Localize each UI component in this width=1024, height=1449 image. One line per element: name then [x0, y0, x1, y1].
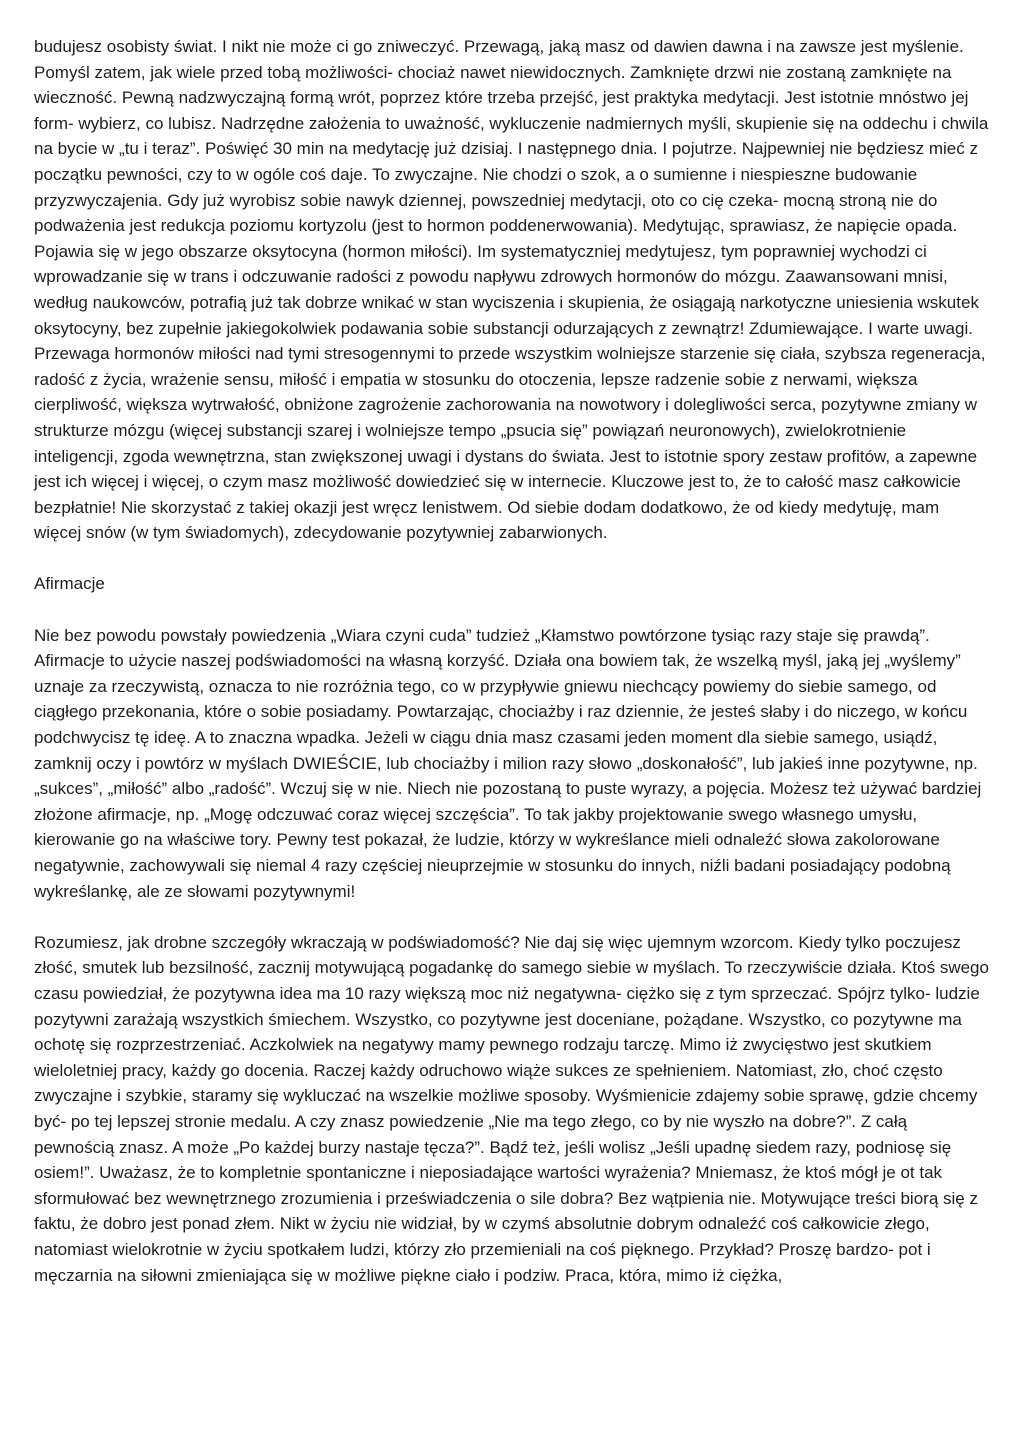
document-page: [34, 34, 990, 1288]
body-paragraph: Rozumiesz, jak drobne szczegóły wkraczają w podświadomość? Nie daj się więc ujemnym wzorcom. Kiedy tylko poczujesz złość, smutek lub bezsilność, zacznij motywującą pogadankę do samego siebie w myślach. To rzeczywiście działa. Ktoś swego czasu powiedział, że pozytywna idea ma 10 razy większą moc niż negatywna- ciężko się z tym sprzeczać. Spójrz tylko- ludzie pozytywni zarażają wszystkich śmiechem. Wszystko, co pozytywne jest doceniane, pożądane. Wszystko, co pozytywne ma ochotę się rozprzestrzeniać. Aczkolwiek na negatywy mamy pewnego rodzaju tarczę. Mimo iż zwycięstwo jest skutkiem wieloletniej pracy, każdy go docenia. Raczej każdy odruchowo wiąże sukces ze spełnieniem. Natomiast, zło, choć często zwyczajne i szybkie, staramy się wykluczać na wszelkie możliwe sposoby. Wyśmienicie zdajemy sobie sprawę, gdzie chcemy być- po tej lepszej stronie medalu. A czy znasz powiedzenie „Nie ma tego złego, co by nie wyszło na dobre?”. Z całą pewnością znasz. A może „Po każdej burzy nastaje tęcza?”. Bądź też, jeśli wolisz „Jeśli upadnę siedem razy, podniosę się osiem!”. Uważasz, że to kompletnie spontaniczne i nieposiadające wartości wyrażenia? Mniemasz, że ktoś mógł je ot tak sformułować bez wewnętrznego zrozumienia i przeświadczenia o sile dobra? Bez wątpienia nie. Motywujące treści biorą się z faktu, że dobro jest ponad złem. Nikt w życiu nie widział, by w czymś absolutnie dobrym odnaleźć coś całkowicie złego, natomiast wielokrotnie w życiu spotkałem ludzi, którzy zło przemieniali na coś pięknego. Przykład? Proszę bardzo- pot i męczarnia na siłowni zmieniająca się w możliwe piękne ciało i podziw. Praca, która, mimo iż ciężka,: [34, 932, 989, 1285]
paragraph-spacer: [34, 597, 990, 623]
paragraph-spacer: [34, 546, 990, 572]
body-paragraph: Nie bez powodu powstały powiedzenia „Wiara czyni cuda” tudzież „Kłamstwo powtórzone tysiąc razy staje się prawdą”. Afirmacje to użycie naszej podświadomości na własną korzyść. Działa ona bowiem tak, że wszelką myśl, jaką jej „wyślemy” uznaje za rzeczywistą, oznacza to nie rozróżnia tego, co w przypływie gniewu niechcący powiemy do siebie samego, od ciągłego przekonania, które o sobie posiadamy. Powtarzając, chociażby i raz dziennie, że jesteś słaby i do niczego, w końcu podchwycisz tę ideę. A to znaczna wpadka. Jeżeli w ciągu dnia masz czasami jeden moment dla siebie samego, usiądź, zamknij oczy i powtórz w myślach DWIEŚCIE, lub chociażby i milion razy słowo „doskonałość”, lub jakieś inne pozytywne, np. „sukces”, „miłość” albo „radość”. Wczuj się w nie. Niech nie pozostaną to puste wyrazy, a pojęcia. Możesz też używać bardziej złożone afirmacje, np. „Mogę odczuwać coraz więcej szczęścia”. To tak jakby projektowanie swego własnego umysłu, kierowanie go na właściwe tory. Pewny test pokazał, że ludzie, którzy w wykreślance mieli odnaleźć słowa zakolorowane negatywnie, zachowywali się niemal 4 razy częściej nieuprzejmie w stosunku do innych, niźli badani posiadający podobną wykreślankę, ale ze słowami pozytywnymi!: [34, 625, 982, 901]
body-paragraph: budujesz osobisty świat. I nikt nie może ci go zniweczyć. Przewagą, jaką masz od dawien dawna i na zawsze jest myślenie. Pomyśl zatem, jak wiele przed tobą możliwości- chociaż nawet niewidocznych. Zamknięte drzwi nie zostaną zamknięte na wieczność. Pewną nadzwyczajną formą wrót, poprzez które trzeba przejść, jest praktyka medytacji. Jest istotnie mnóstwo jej form- wybierz, co lubisz. Nadrzędne założenia to uważność, wykluczenie nadmiernych myśli, skupienie się na oddechu i chwila na bycie w „tu i teraz”. Poświęć 30 min na medytację już dzisiaj. I następnego dnia. I pojutrze. Najpewniej nie będziesz mieć z początku pewności, czy to w ogóle coś daje. To zwyczajne. Nie chodzi o szok, a o sumienne i niespieszne budowanie przyzwyczajenia. Gdy już wyrobisz sobie nawyk dziennej, powszedniej medytacji, oto co cię czeka- mocną stroną nie do podważenia jest redukcja poziomu kortyzolu (jest to hormon poddenerwowania). Medytując, sprawiasz, że napięcie opada. Pojawia się w jego obszarze oksytocyna (hormon miłości). Im systematyczniej medytujesz, tym poprawniej wychodzi ci wprowadzanie się w trans i odczuwanie radości z powodu napływu zdrowych hormonów do mózgu. Zaawansowani mnisi, według naukowców, potrafią już tak dobrze wnikać w stan wyciszenia i skupienia, że osiągają narkotyczne uniesienia wskutek oksytocyny, bez zupełnie jakiegokolwiek podawania sobie substancji odurzających z zewnątrz! Zdumiewające. I warte uwagi. Przewaga hormonów miłości nad tymi stresogennymi to przede wszystkim wolniejsze starzenie się ciała, szybsza regeneracja, radość z życia, wrażenie sensu, miłość i empatia w stosunku do otoczenia, lepsze radzenie sobie z nerwami, większa cierpliwość, większa wytrwałość, obniżone zagrożenie zachorowania na nowotwory i dolegliwości serca, pozytywne zmiany w strukturze mózgu (więcej substancji szarej i wolniejsze tempo „psucia się” powiązań neuronowych), zwielokrotnienie inteligencji, zgoda wewnętrzna, stan zwiększonej uwagi i dystans do świata. Jest to istotnie spory zestaw profitów, a zapewne jest ich więcej i więcej, o czym masz możliwość dowiedzieć się w internecie. Kluczowe jest to, że to całość masz całkowicie bezpłatnie! Nie skorzystać z takiej okazji jest wręcz lenistwem. Od siebie dodam dodatkowo, że od kiedy medytuję, mam więcej snów (w tym świadomych), zdecydowanie pozytywniej zabarwionych.: [34, 37, 989, 543]
paragraph-spacer: [34, 904, 990, 930]
section-heading: Afirmacje: [34, 574, 105, 594]
